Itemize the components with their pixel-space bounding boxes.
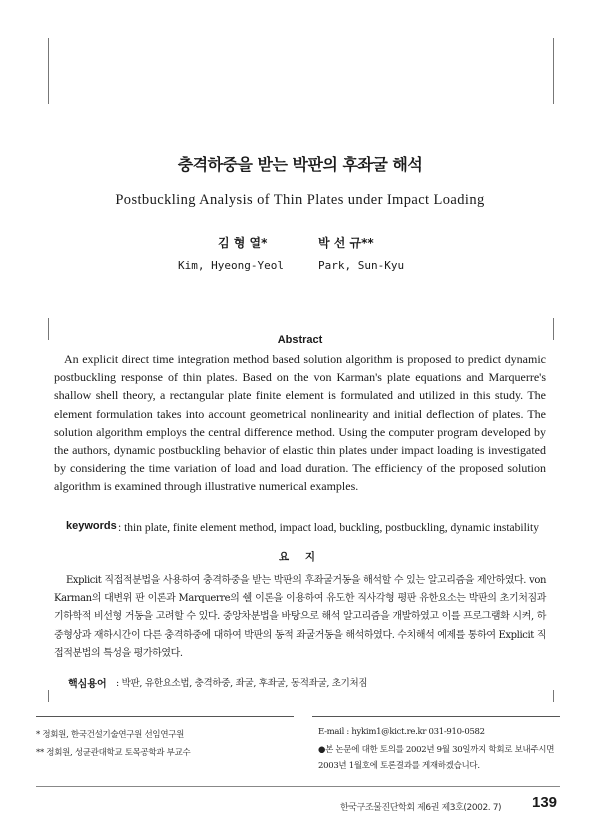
korean-keywords-label: 핵심용어 <box>68 679 107 690</box>
footnote-rule-right <box>312 716 560 717</box>
paper-title-english: Postbuckling Analysis of Thin Plates under Impact Loading <box>115 192 485 208</box>
keywords-label: keywords <box>66 520 117 532</box>
author-1-english: Kim, Hyeong-Yeol <box>178 259 284 272</box>
author-1-korean: 김 형 열* <box>218 236 268 250</box>
frame-right-top <box>553 38 554 104</box>
keywords-text: : thin plate, finite element method, impact load, buckling, postbuckling, dynamic instability <box>118 522 539 534</box>
korean-summary-heading: 요 지 <box>279 551 321 563</box>
journal-info: 한국구조물진단학회 제6권 제3호(2002. 7) <box>340 803 502 813</box>
footer-rule <box>36 786 560 787</box>
author-2-korean: 박 선 규** <box>318 236 374 250</box>
footnote-email: E-mail : hykim1@kict.re.kr 031-910-0582 <box>318 727 485 737</box>
abstract-body: An explicit direct time integration method based solution algorithm is proposed to predict dynamic postbuckling response of thin plates. Based on the von Karman's plate equations and Marquerre's shallow shell theory, a rectangular plate finite element is formulated and utilized in this study. The element formulation takes into account geometrical nonlinearity and initial deflection of plates. The solution algorithm employs the central difference method. Using the computer program developed by the authors, dynamic postbuckling behavior of elastic thin plates under impact loading is investigated by considering the time variation of load and load duration. The efficiency of the proposed solution algorithm is examined through illustrative numerical examples. <box>54 352 546 494</box>
page-number: 139 <box>532 794 558 811</box>
footnote-author-2: ** 정회원, 성균관대학교 토목공학과 부교수 <box>36 748 191 758</box>
footnote-author-1: * 정회원, 한국건설기술연구원 선임연구원 <box>36 730 185 740</box>
frame-left-top <box>48 38 49 104</box>
footnote-rule-left <box>36 716 294 717</box>
paper-title-korean: 충격하중을 받는 박판의 후좌굴 해석 <box>177 155 423 174</box>
abstract-heading: Abstract <box>277 334 323 346</box>
author-2-english: Park, Sun-Kyu <box>318 259 405 272</box>
frame-right-bottom <box>553 690 554 702</box>
korean-keywords-text: : 박판, 유한요소법, 충격하중, 좌굴, 후좌굴, 동적좌굴, 초기처짐 <box>116 678 368 689</box>
footnote-discussion-note: ●본 논문에 대한 토의를 2002년 9월 30일까지 학회로 보내주시면 2003년 1월호에 토론결과를 게재하겠습니다. <box>318 745 555 771</box>
korean-summary-body: Explicit 직접적분법을 사용하여 충격하중을 받는 박판의 후좌굴거동을 해석할 수 있는 알고리즘을 제안하였다. von Karman의 대변위 판 이론과 Marquerre의 쉘 이론을 이용하여 유도한 직사각형 평판 유한요소는 박판의 초기처짐과 기하학적 비선형 거동을 고려할 수 있다. 중앙차분법을 바탕으로 해석 알고리즘을 개발하였고 이를 프로그램화 시켜, 하중형상과 재하시간이 다른 충격하중에 대하여 박판의 동적 좌굴거동을 해석하였다. 수치해석 예제를 통하여 Explicit 직접적분법의 특성을 평가하였다. <box>54 575 546 659</box>
frame-left-bottom <box>48 690 49 702</box>
